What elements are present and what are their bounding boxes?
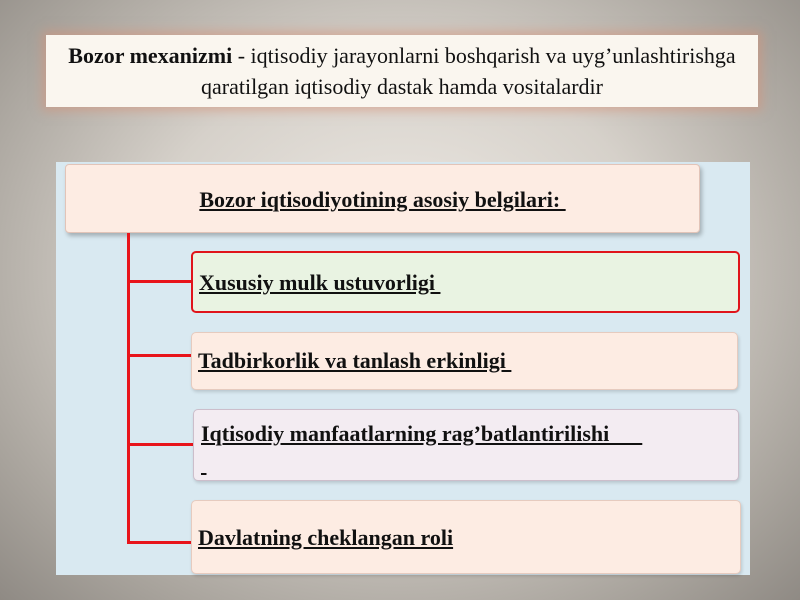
- connector-branch-3: [127, 443, 193, 446]
- child-node-4: [191, 500, 741, 574]
- child-node-label: Davlatning cheklangan roli: [198, 525, 454, 550]
- definition-box: [46, 35, 758, 107]
- child-node-label: Xususiy mulk ustuvorligi: [199, 270, 441, 295]
- child-node-2: [191, 332, 738, 390]
- connector-branch-1: [127, 280, 191, 283]
- definition-term: Bozor mexanizmi: [68, 43, 233, 68]
- diagram-root-node: [65, 164, 700, 233]
- child-node-label: Iqtisodiy manfaatlarning rag’batlantirilishi: [201, 421, 643, 446]
- root-node-label: Bozor iqtisodiyotining asosiy belgilari:: [199, 187, 566, 212]
- connector-branch-4: [127, 541, 191, 544]
- child-node-label: Tadbirkorlik va tanlash erkinligi: [198, 348, 512, 373]
- child-node-3: [193, 409, 739, 481]
- child-node-1: [191, 251, 740, 313]
- definition-text: - iqtisodiy jarayonlarni boshqarish va uyg’unlashtirishga qaratilgan iqtisodiy dastak hamda vositalardir: [200, 43, 736, 99]
- connector-branch-2: [127, 354, 191, 357]
